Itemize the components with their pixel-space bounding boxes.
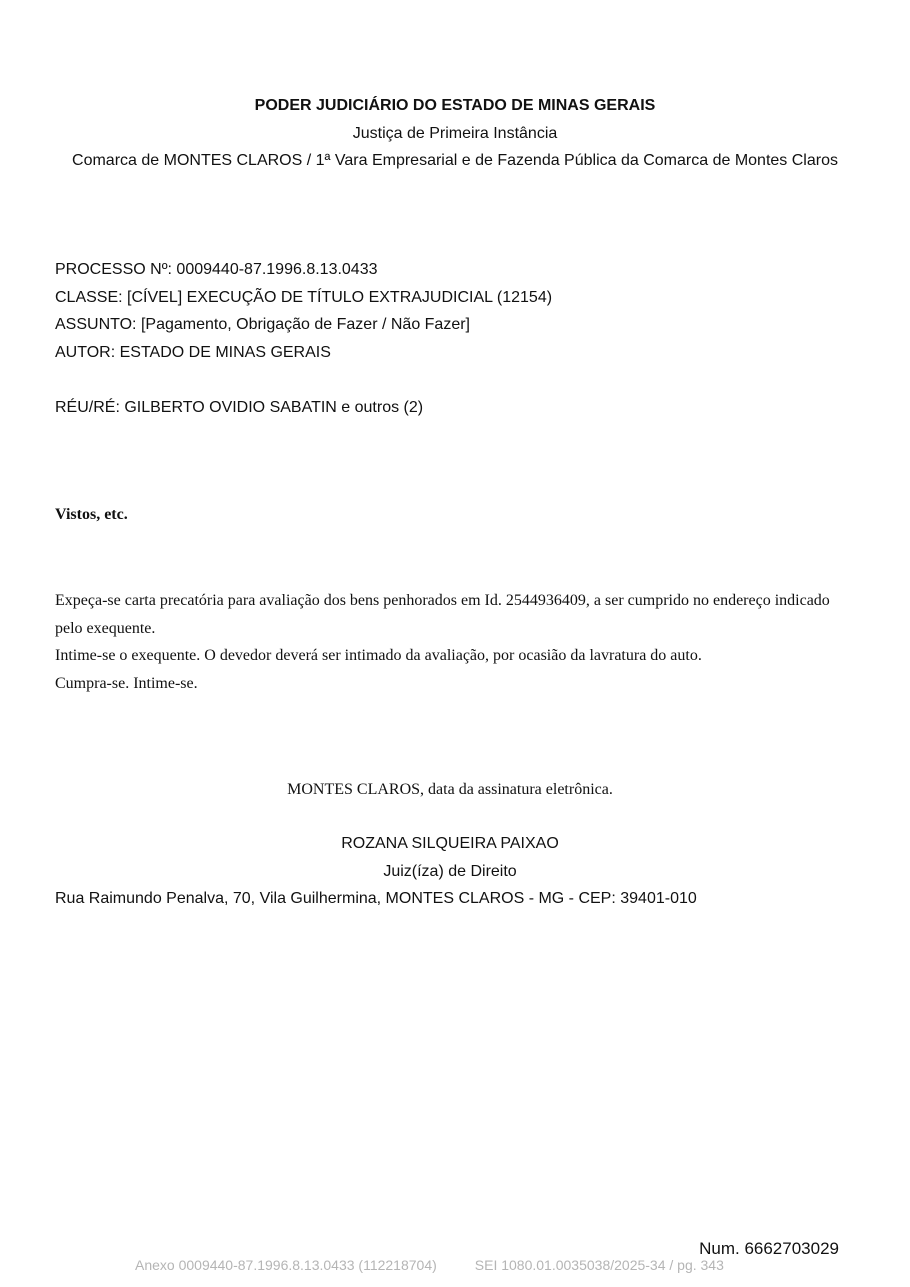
case-number: PROCESSO Nº: 0009440-87.1996.8.13.0433	[55, 261, 378, 278]
case-subject: ASSUNTO: [Pagamento, Obrigação de Fazer / Não Fazer]	[55, 316, 470, 333]
judge-name: ROZANA SILQUEIRA PAIXAO	[341, 835, 559, 852]
court-district: Comarca de MONTES CLAROS / 1ª Vara Empresarial e de Fazenda Pública da Comarca de Montes Claros	[72, 152, 838, 169]
judge-role: Juiz(íza) de Direito	[383, 862, 517, 880]
decision-paragraph: Expeça-se carta precatória para avaliação dos bens penhorados em Id. 2544936409, a ser cumprido no endereço indicado pelo exequente.	[55, 592, 830, 637]
court-address: Rua Raimundo Penalva, 70, Vila Guilhermina, MONTES CLAROS - MG - CEP: 39401-010	[55, 890, 697, 907]
decision-body	[55, 587, 845, 697]
annex-reference: Anexo 0009440-87.1996.8.13.0433 (112218704)	[135, 1257, 437, 1273]
case-defendant: RÉU/RÉ: GILBERTO OVIDIO SABATIN e outros (2)	[55, 398, 424, 416]
decision-paragraph: Intime-se o exequente. O devedor deverá ser intimado da avaliação, por ocasião da lavratura do auto.	[55, 647, 702, 664]
case-metadata	[55, 256, 552, 421]
court-name: PODER JUDICIÁRIO DO ESTADO DE MINAS GERAIS	[254, 97, 656, 114]
sei-reference: SEI 1080.01.0035038/2025-34 / pg. 343	[474, 1257, 724, 1273]
document-header	[70, 92, 840, 175]
spacer	[55, 366, 552, 394]
signature-block	[55, 830, 845, 885]
decision-paragraph: Cumpra-se. Intime-se.	[55, 674, 198, 692]
case-class: CLASSE: [CÍVEL] EXECUÇÃO DE TÍTULO EXTRAJUDICIAL (12154)	[55, 288, 553, 306]
place-date: MONTES CLAROS, data da assinatura eletrônica.	[287, 781, 613, 798]
document-number: Num. 6662703029	[699, 1239, 839, 1258]
footer-stamp	[135, 1257, 724, 1273]
case-plaintiff: AUTOR: ESTADO DE MINAS GERAIS	[55, 343, 331, 361]
court-instance: Justiça de Primeira Instância	[352, 124, 558, 142]
decision-opening: Vistos, etc.	[55, 506, 128, 523]
